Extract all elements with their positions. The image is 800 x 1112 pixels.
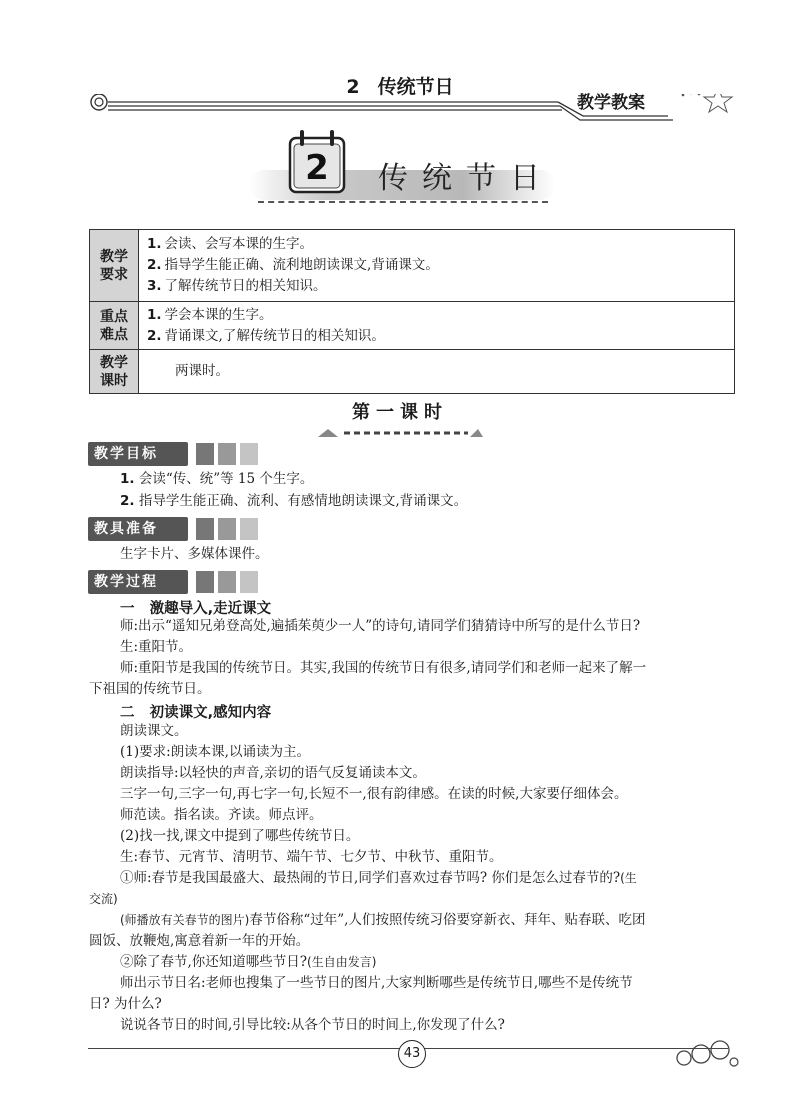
paragraph: 说说各节日的时间,引导比较:从各个节日的时间上,你发现了什么? [120,1017,505,1033]
header-tag: 教学教案 [577,93,645,113]
calendar-icon [284,128,354,198]
label-teaching-tools: 教具准备 [88,517,188,541]
paragraph: 朗读课文。 [120,723,188,739]
label-square [196,443,214,465]
page-number: 43 [398,1040,426,1068]
section-title-underline [318,427,483,439]
paragraph: 师:出示“遥知兄弟登高处,遍插茱萸少一人”的诗句,请同学们猜猜诗中所写的是什么节日? [120,618,641,634]
table-row [90,302,735,350]
label-square [196,518,214,540]
requirements-cell: 1. 会读、会写本课的生字。 2. 指导学生能正确、流利地朗读课文,背诵课文。 3. 了解传统节日的相关知识。 [139,230,735,302]
paragraph: 生:春节、元宵节、清明节、端午节、七夕节、中秋节、重阳节。 [120,849,503,865]
paragraph: 交流) [89,892,118,906]
paragraph: 三字一句,三字一句,再七字一句,长短不一,很有韵律感。在读的时候,大家要仔细体会。 [120,786,628,802]
banner-title: 传统节日 [378,161,554,196]
step-heading: 二 初读课文,感知内容 [120,705,272,721]
paragraph: ②除了春节,你还知道哪些节日?(生自由发言) [120,954,377,970]
bubbles-icon [672,1032,742,1072]
label-square [196,571,214,593]
paragraph: ①师:春节是我国最盛大、最热闹的节日,同学们喜欢过春节吗? 你们是怎么过春节的?(生 [120,870,637,886]
row-head-periods: 教学 课时 [90,350,139,394]
paragraph: (1)要求:朗读本课,以诵读为主。 [120,744,310,760]
lesson-info-table [89,229,735,394]
lesson-number: 2 [346,76,360,98]
section-title: 第一课时 [352,402,448,423]
paragraph: (师播放有关春节的图片)春节俗称“过年”,人们按照传统习俗要穿新衣、拜年、贴春联、吃团 [120,912,646,928]
key-points-cell: 1. 学会本课的生字。 2. 背诵课文,了解传统节日的相关知识。 [139,302,735,350]
banner-number: 2 [305,148,329,188]
swirl-icon [91,94,107,110]
paragraph: 圆饭、放鞭炮,寓意着新一年的开始。 [89,933,310,949]
paragraph: (2)找一找,课文中提到了哪些传统节日。 [120,828,360,844]
label-square [240,443,258,465]
step-heading: 一 激趣导入,走近课文 [120,601,272,617]
paragraph: 下祖国的传统节日。 [89,681,211,697]
paragraph: 师范读。指名读。齐读。师点评。 [120,807,323,823]
row-head-key-points: 重点 难点 [90,302,139,350]
periods-cell: 两课时。 [139,350,735,394]
label-teaching-goals: 教学目标 [88,442,188,466]
lesson-title: 传统节日 [377,76,454,98]
header-rule-lines [88,94,748,124]
label-square [240,518,258,540]
label-square [218,518,236,540]
paragraph: 朗读指导:以轻快的声音,亲切的语气反复诵读本文。 [120,765,426,781]
goal-item: 1. 会读“传、统”等 15 个生字。 [120,471,314,487]
goal-item: 2. 指导学生能正确、流利、有感情地朗读课文,背诵课文。 [120,493,468,509]
row-head-requirements: 教学 要求 [90,230,139,302]
table-row [90,350,735,394]
banner-dashed-line [258,201,548,203]
label-square [218,571,236,593]
label-square [240,571,258,593]
table-row [90,230,735,302]
label-square [218,443,236,465]
star-icon [704,94,732,112]
tools-text: 生字卡片、多媒体课件。 [120,546,269,562]
paragraph: 日? 为什么? [89,996,162,1012]
label-teaching-process: 教学过程 [88,570,188,594]
paragraph: 师:重阳节是我国的传统节日。其实,我国的传统节日有很多,请同学们和老师一起来了解一 [120,660,647,676]
paragraph: 师出示节日名:老师也搜集了一些节日的图片,大家判断哪些是传统节日,哪些不是传统节 [120,975,633,991]
paragraph: 生:重阳节。 [120,639,193,655]
